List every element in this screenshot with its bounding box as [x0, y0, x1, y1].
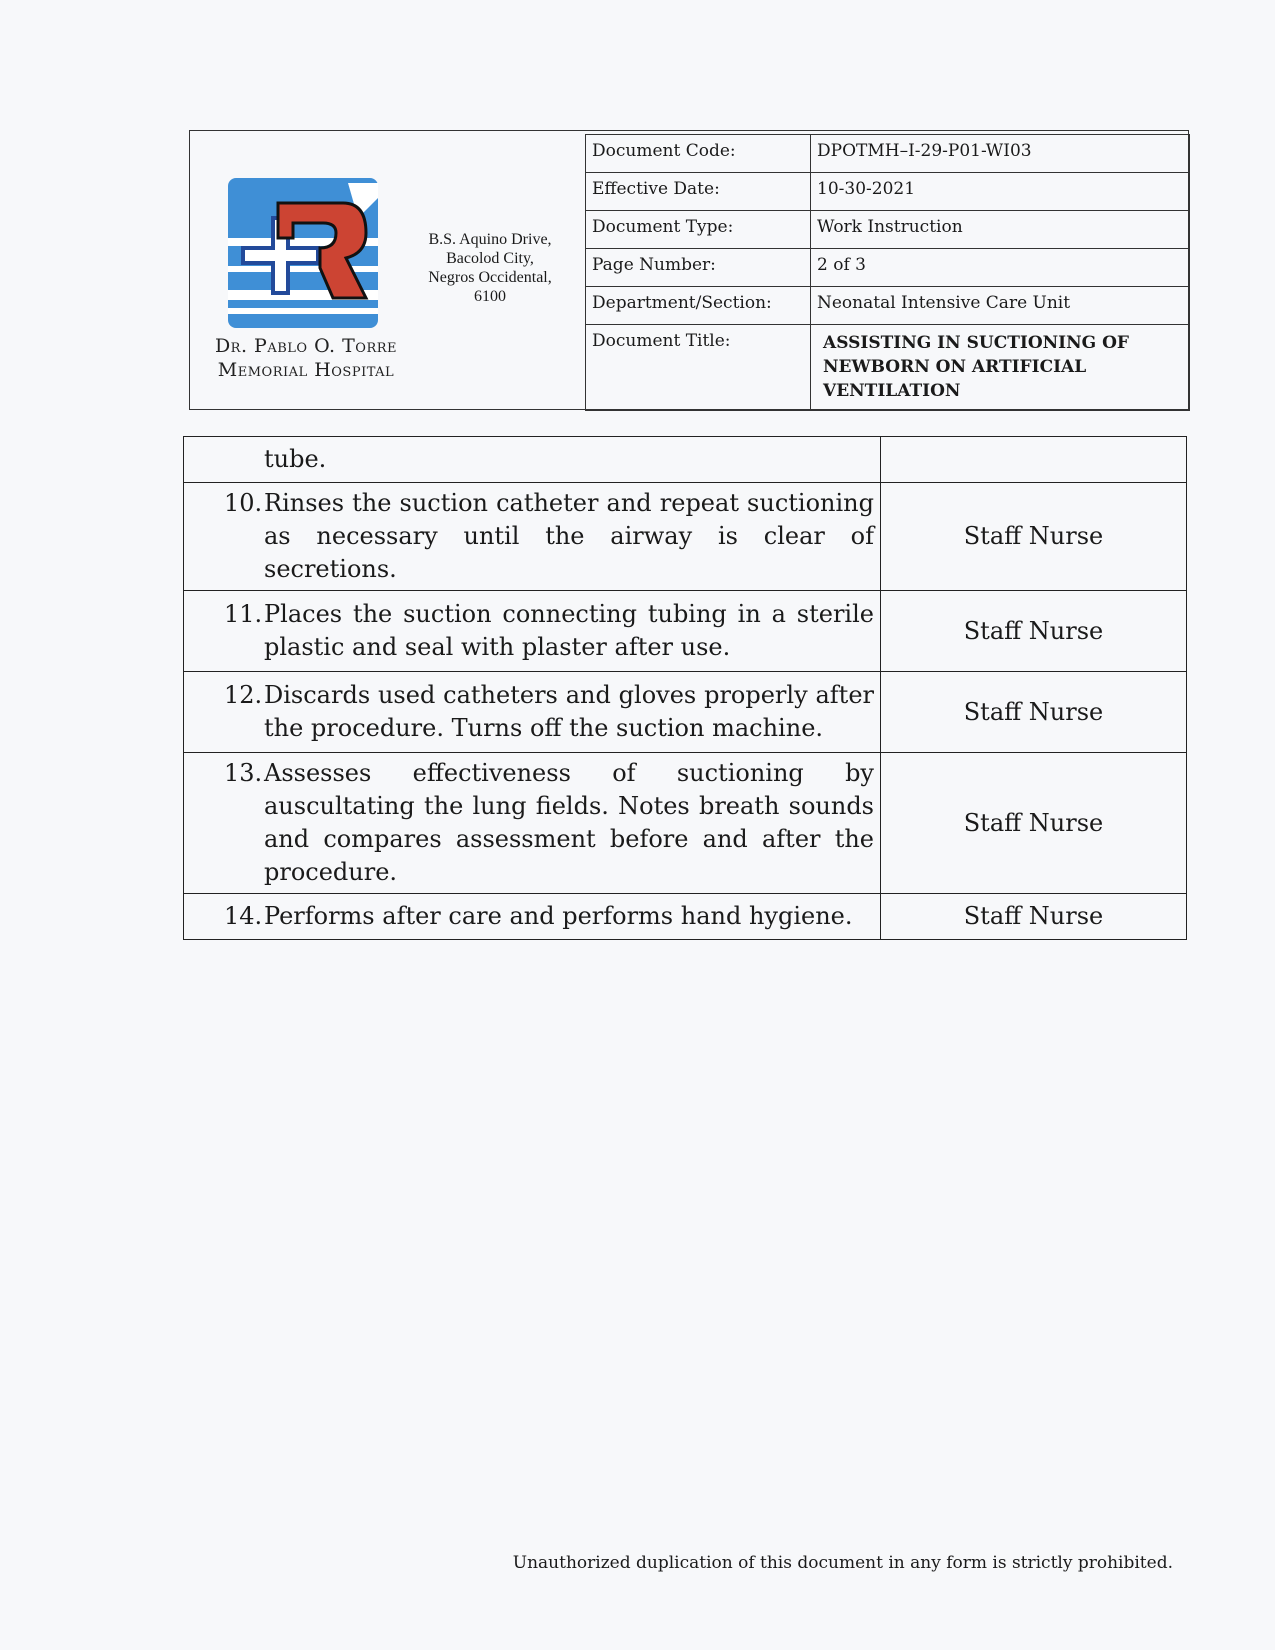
hospital-address: [415, 230, 565, 306]
step-description: [184, 753, 881, 894]
step-number: 12.: [224, 681, 263, 709]
meta-value: Work Instruction: [811, 211, 1190, 249]
step-row: [184, 483, 1187, 591]
meta-label: Page Number:: [586, 249, 811, 287]
step-text: Assesses effectiveness of suctioning by auscultating the lung fields. Notes breath sounds and compares assessment before and after the procedure.: [264, 759, 874, 886]
step-row: [184, 437, 1187, 483]
meta-label: Effective Date:: [586, 173, 811, 211]
meta-value: 2 of 3: [811, 249, 1190, 287]
meta-row: [586, 173, 1190, 211]
step-number: 10.: [224, 489, 263, 517]
step-item: [216, 598, 874, 664]
step-number: 13.: [224, 759, 263, 787]
step-responsible: [881, 437, 1187, 483]
meta-row: [586, 287, 1190, 325]
hospital-logo: [228, 178, 384, 334]
meta-row: [586, 325, 1190, 411]
step-responsible: Staff Nurse: [881, 894, 1187, 940]
meta-label: Document Code:: [586, 135, 811, 173]
step-item: [216, 443, 874, 476]
hospital-name-line: Dr. Pablo O. Torre: [214, 335, 398, 357]
step-text: Rinses the suction catheter and repeat suctioning as necessary until the airway is clear of secretions.: [264, 489, 874, 583]
step-row: [184, 591, 1187, 672]
meta-label: Document Title:: [586, 325, 811, 411]
step-description: [184, 483, 881, 591]
step-item: [216, 900, 874, 933]
address-line: Negros Occidental,: [428, 269, 552, 286]
meta-row: [586, 135, 1190, 173]
step-description: [184, 894, 881, 940]
step-responsible: Staff Nurse: [881, 483, 1187, 591]
meta-row: [586, 211, 1190, 249]
document-meta-table: [585, 134, 1190, 411]
address-line: B.S. Aquino Drive,: [428, 231, 552, 248]
footer-notice: Unauthorized duplication of this document in any form is strictly prohibited.: [512, 1553, 1173, 1573]
step-description: [184, 672, 881, 753]
step-row: [184, 753, 1187, 894]
meta-row: [586, 249, 1190, 287]
procedure-steps-table: [183, 436, 1187, 940]
step-text: Performs after care and performs hand hygiene.: [264, 902, 853, 930]
step-description: [184, 591, 881, 672]
address-line: 6100: [474, 288, 506, 305]
meta-value: Neonatal Intensive Care Unit: [811, 287, 1190, 325]
step-responsible: Staff Nurse: [881, 753, 1187, 894]
hospital-name: [196, 334, 416, 382]
step-row: [184, 894, 1187, 940]
step-item: [216, 757, 874, 889]
document-title: ASSISTING IN SUCTIONING OF NEWBORN ON ARTIFICIAL VENTILATION: [811, 325, 1190, 411]
address-line: Bacolod City,: [446, 250, 534, 267]
meta-label: Department/Section:: [586, 287, 811, 325]
step-item: [216, 487, 874, 586]
step-item: [216, 679, 874, 745]
step-number: 11.: [224, 600, 263, 628]
step-number: 14.: [224, 902, 263, 930]
meta-value: 10-30-2021: [811, 173, 1190, 211]
hospital-name-line: Memorial Hospital: [217, 359, 395, 381]
step-responsible: Staff Nurse: [881, 591, 1187, 672]
step-text: Discards used catheters and gloves properly after the procedure. Turns off the suction machine.: [264, 681, 874, 742]
step-responsible: Staff Nurse: [881, 672, 1187, 753]
step-text: Places the suction connecting tubing in a sterile plastic and seal with plaster after use.: [264, 600, 874, 661]
step-row: [184, 672, 1187, 753]
meta-value: DPOTMH–I-29-P01-WI03: [811, 135, 1190, 173]
step-text: tube.: [264, 445, 327, 473]
meta-label: Document Type:: [586, 211, 811, 249]
step-description: [184, 437, 881, 483]
